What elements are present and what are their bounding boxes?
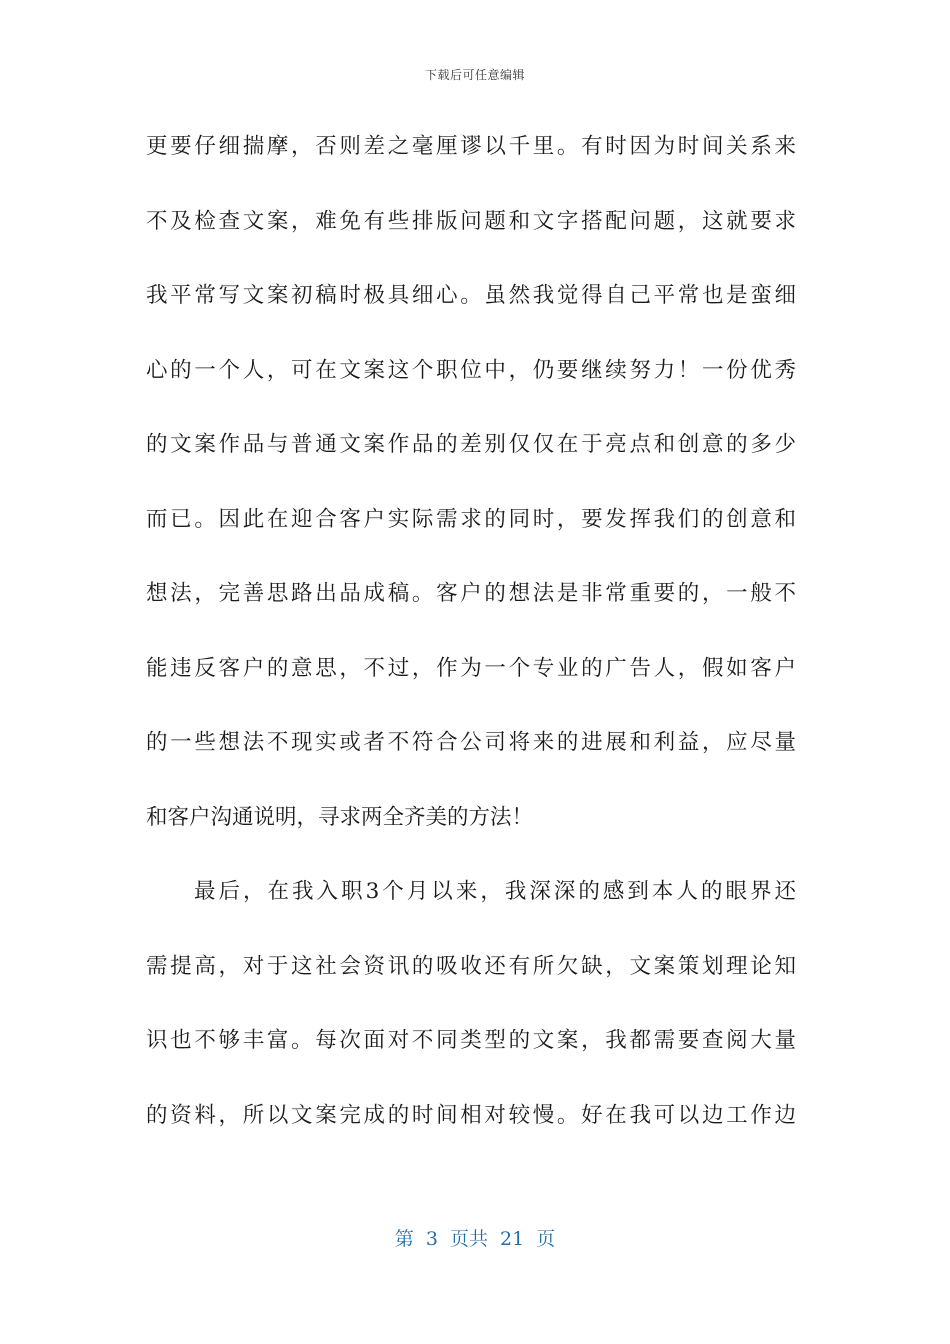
text-line: 的文案作品与普通文案作品的差别仅仅在于亮点和创意的多少 [146,432,796,457]
text-line: 不及检查文案，难免有些排版问题和文字搭配问题，这就要求 [146,208,796,234]
text-line: 我平常写文案初稿时极具细心。虽然我觉得自己平常也是蛮细 [146,283,796,308]
text-line: 想法，完善思路出品成稿。客户的想法是非常重要的，一般不 [146,581,796,606]
document-body [146,122,796,1165]
text-line: 和客户沟通说明，寻求两全齐美的方法！ [146,804,534,830]
text-line: 识也不够丰富。每次面对不同类型的文案，我都需要查阅大量 [146,1028,796,1053]
text-line: 心的一个人，可在文案这个职位中，仍要继续努力！一份优秀 [146,357,796,383]
text-line: 能违反客户的意思，不过，作为一个专业的广告人，假如客户 [146,655,796,681]
text-line: 的资料，所以文案完成的时间相对较慢。好在我可以边工作边 [146,1102,796,1128]
page-header: 下载后可任意编辑 [424,68,525,82]
text-line: 更要仔细揣摩，否则差之毫厘谬以千里。有时因为时间关系来 [146,134,796,159]
text-line: 需提高，对于这社会资讯的吸收还有所欠缺，文案策划理论知 [146,953,796,979]
page-footer: 第 3 页共 21 页 [394,1228,556,1250]
text-line: 而已。因此在迎合客户实际需求的同时，要发挥我们的创意和 [146,506,796,532]
text-line: 的一些想法不现实或者不符合公司将来的进展和利益，应尽量 [146,730,796,755]
text-line: 最后，在我入职3个月以来，我深深的感到本人的眼界还 [194,879,796,904]
